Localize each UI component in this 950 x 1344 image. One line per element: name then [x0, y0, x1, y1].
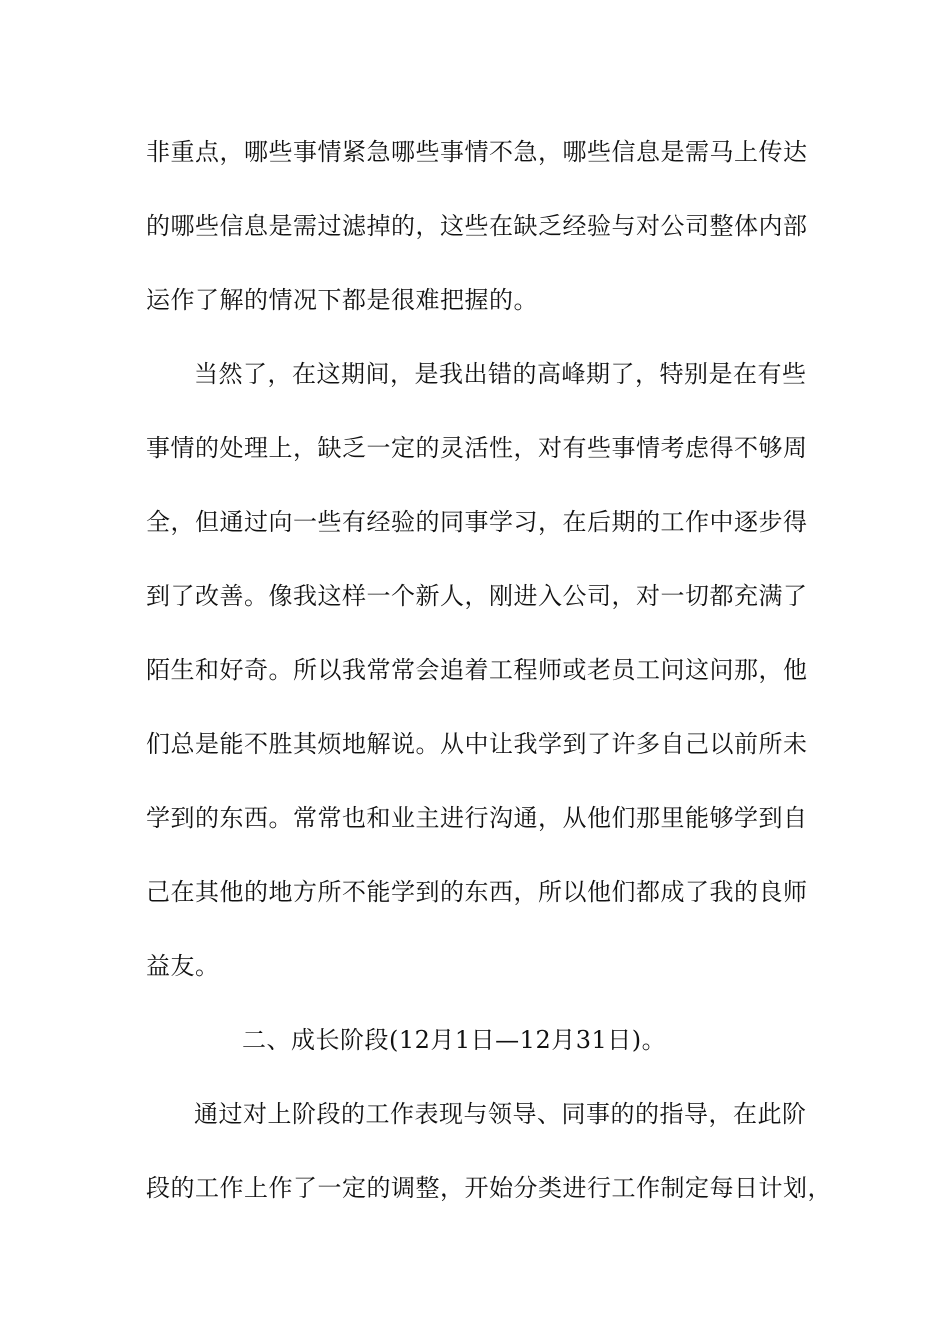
- section-heading: 二、成长阶段(12月1日—12月31日)。: [242, 1026, 667, 1054]
- text-line: 到了改善。像我这样一个新人，刚进入公司，对一切都充满了: [146, 582, 808, 610]
- text-line: 事情的处理上，缺乏一定的灵活性，对有些事情考虑得不够周: [146, 434, 808, 462]
- text-line: 们总是能不胜其烦地解说。从中让我学到了许多自己以前所未: [146, 730, 808, 758]
- text-line: 运作了解的情况下都是很难把握的。: [146, 286, 538, 314]
- text-line: 全，但通过向一些有经验的同事学习，在后期的工作中逐步得: [146, 508, 808, 536]
- paragraph-start-line: 当然了，在这期间，是我出错的高峰期了，特别是在有些: [194, 360, 807, 388]
- text-line: 段的工作上作了一定的调整，开始分类进行工作制定每日计划，: [146, 1174, 832, 1202]
- text-line: 非重点，哪些事情紧急哪些事情不急，哪些信息是需马上传达: [146, 138, 808, 166]
- paragraph-start-line: 通过对上阶段的工作表现与领导、同事的的指导，在此阶: [194, 1100, 807, 1128]
- text-line: 陌生和好奇。所以我常常会追着工程师或老员工问这问那，他: [146, 656, 808, 684]
- text-line: 益友。: [146, 952, 220, 980]
- text-line: 己在其他的地方所不能学到的东西，所以他们都成了我的良师: [146, 878, 808, 906]
- text-line: 学到的东西。常常也和业主进行沟通，从他们那里能够学到自: [146, 804, 808, 832]
- text-line: 的哪些信息是需过滤掉的，这些在缺乏经验与对公司整体内部: [146, 212, 808, 240]
